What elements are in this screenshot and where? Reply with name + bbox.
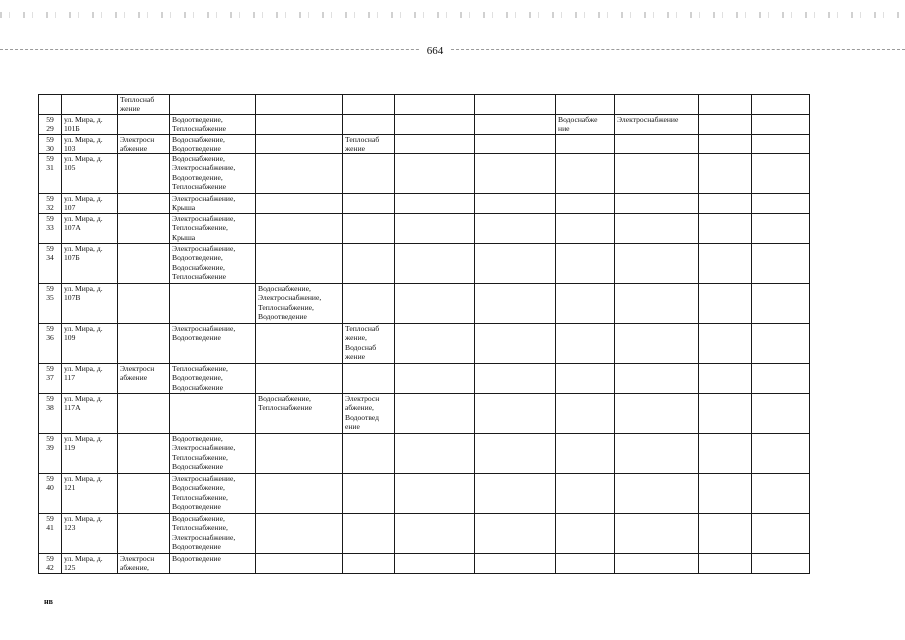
cell-col-5 — [343, 434, 395, 474]
cell-col-9 — [615, 474, 699, 514]
cell-col-11 — [752, 154, 810, 194]
cell-col-3: Электроснабжение, Крыша — [170, 194, 256, 214]
cell-col-4 — [256, 115, 343, 135]
cell-col-10 — [699, 134, 752, 154]
cell-col-10 — [699, 324, 752, 364]
cell-col-9 — [615, 514, 699, 554]
cell-col-2: Теплоснаб жение — [118, 95, 170, 115]
cell-row-number: 59 32 — [39, 194, 62, 214]
table-row — [39, 284, 810, 324]
cell-col-11 — [752, 284, 810, 324]
cell-col-2 — [118, 244, 170, 284]
cell-col-3: Водоснабжение, Электроснабжение, Водоотведение, Теплоснабжение — [170, 154, 256, 194]
cell-address: ул. Мира, д. 107А — [62, 214, 118, 244]
cell-col-2: Электросн абжение — [118, 134, 170, 154]
cell-col-10 — [699, 474, 752, 514]
cell-col-11 — [752, 514, 810, 554]
cell-col-5 — [343, 514, 395, 554]
cell-col-7 — [475, 95, 556, 115]
cell-col-4 — [256, 154, 343, 194]
cell-col-6 — [395, 324, 475, 364]
scan-artifact-top — [0, 12, 905, 18]
cell-col-8 — [556, 554, 615, 574]
cell-col-4 — [256, 214, 343, 244]
cell-row-number: 59 36 — [39, 324, 62, 364]
cell-col-8 — [556, 324, 615, 364]
cell-col-6 — [395, 214, 475, 244]
cell-col-4 — [256, 324, 343, 364]
cell-row-number: 59 40 — [39, 474, 62, 514]
table-row — [39, 115, 810, 135]
cell-col-10 — [699, 434, 752, 474]
cell-col-7 — [475, 115, 556, 135]
cell-row-number: 59 42 — [39, 554, 62, 574]
table-row — [39, 434, 810, 474]
cell-col-3: Водоснабжение, Теплоснабжение, Электроснабжение, Водоотведение — [170, 514, 256, 554]
cell-col-7 — [475, 364, 556, 394]
cell-col-2 — [118, 324, 170, 364]
cell-col-8 — [556, 474, 615, 514]
cell-col-11 — [752, 194, 810, 214]
cell-col-7 — [475, 394, 556, 434]
cell-row-number: 59 30 — [39, 134, 62, 154]
cell-col-5 — [343, 244, 395, 284]
cell-col-3: Водоотведение — [170, 554, 256, 574]
cell-col-8 — [556, 514, 615, 554]
cell-col-4 — [256, 244, 343, 284]
cell-col-8: Водоснабже ние — [556, 115, 615, 135]
cell-col-8 — [556, 434, 615, 474]
cell-col-8 — [556, 194, 615, 214]
cell-address: ул. Мира, д. 103 — [62, 134, 118, 154]
cell-row-number: 59 31 — [39, 154, 62, 194]
cell-col-4 — [256, 434, 343, 474]
cell-col-8 — [556, 284, 615, 324]
cell-row-number: 59 41 — [39, 514, 62, 554]
cell-col-5 — [343, 214, 395, 244]
cell-col-4 — [256, 134, 343, 154]
cell-col-5 — [343, 194, 395, 214]
cell-col-11 — [752, 244, 810, 284]
cell-address: ул. Мира, д. 123 — [62, 514, 118, 554]
cell-col-8 — [556, 214, 615, 244]
cell-col-3: Водоотведение, Электроснабжение, Теплоснабжение, Водоснабжение — [170, 434, 256, 474]
cell-row-number: 59 29 — [39, 115, 62, 135]
table-row — [39, 474, 810, 514]
cell-col-7 — [475, 194, 556, 214]
cell-col-9 — [615, 154, 699, 194]
cell-col-7 — [475, 474, 556, 514]
cell-col-9 — [615, 434, 699, 474]
cell-address: ул. Мира, д. 117А — [62, 394, 118, 434]
cell-address: ул. Мира, д. 109 — [62, 324, 118, 364]
cell-col-8 — [556, 134, 615, 154]
cell-col-10 — [699, 194, 752, 214]
cell-col-9 — [615, 394, 699, 434]
cell-col-8 — [556, 364, 615, 394]
cell-col-5 — [343, 95, 395, 115]
cell-col-6 — [395, 554, 475, 574]
cell-col-3: Электроснабжение, Водоснабжение, Теплоснабжение, Водоотведение — [170, 474, 256, 514]
cell-col-5 — [343, 115, 395, 135]
cell-col-9 — [615, 214, 699, 244]
cell-col-2 — [118, 115, 170, 135]
cell-col-11 — [752, 364, 810, 394]
cell-col-5: Теплоснаб жение — [343, 134, 395, 154]
cell-col-9 — [615, 134, 699, 154]
cell-col-6 — [395, 134, 475, 154]
cell-col-3: Электроснабжение, Водоотведение — [170, 324, 256, 364]
cell-col-11 — [752, 115, 810, 135]
cell-col-2 — [118, 434, 170, 474]
cell-col-6 — [395, 474, 475, 514]
cell-col-8 — [556, 394, 615, 434]
cell-col-2 — [118, 474, 170, 514]
table-row — [39, 214, 810, 244]
table-row — [39, 95, 810, 115]
table-row — [39, 364, 810, 394]
cell-col-5 — [343, 364, 395, 394]
cell-col-8 — [556, 154, 615, 194]
cell-col-5 — [343, 474, 395, 514]
cell-address: ул. Мира, д. 119 — [62, 434, 118, 474]
cell-col-9: Электроснабжение — [615, 115, 699, 135]
table-row — [39, 154, 810, 194]
cell-address: ул. Мира, д. 105 — [62, 154, 118, 194]
cell-col-10 — [699, 554, 752, 574]
cell-col-2 — [118, 394, 170, 434]
cell-row-number: 59 37 — [39, 364, 62, 394]
cell-col-7 — [475, 244, 556, 284]
cell-col-6 — [395, 434, 475, 474]
page-number: 664 — [420, 45, 450, 57]
cell-col-11 — [752, 324, 810, 364]
cell-col-8 — [556, 244, 615, 284]
cell-address: ул. Мира, д. 121 — [62, 474, 118, 514]
cell-col-2 — [118, 194, 170, 214]
cell-row-number — [39, 95, 62, 115]
cell-col-9 — [615, 554, 699, 574]
cell-col-7 — [475, 324, 556, 364]
cell-col-2 — [118, 154, 170, 194]
cell-address: ул. Мира, д. 107Б — [62, 244, 118, 284]
cell-col-4 — [256, 514, 343, 554]
cell-col-10 — [699, 214, 752, 244]
cell-col-10 — [699, 115, 752, 135]
cell-col-9 — [615, 95, 699, 115]
cell-col-6 — [395, 95, 475, 115]
cell-col-7 — [475, 514, 556, 554]
cell-col-4 — [256, 194, 343, 214]
table-row — [39, 244, 810, 284]
cell-col-9 — [615, 324, 699, 364]
cell-row-number: 59 38 — [39, 394, 62, 434]
work-table — [38, 94, 810, 574]
cell-col-3 — [170, 284, 256, 324]
cell-col-4: Водоснабжение, Теплоснабжение — [256, 394, 343, 434]
cell-col-11 — [752, 434, 810, 474]
cell-address: ул. Мира, д. 117 — [62, 364, 118, 394]
cell-col-10 — [699, 394, 752, 434]
cell-col-10 — [699, 364, 752, 394]
cell-col-11 — [752, 214, 810, 244]
cell-col-5 — [343, 154, 395, 194]
cell-col-3 — [170, 394, 256, 434]
cell-col-6 — [395, 154, 475, 194]
cell-address — [62, 95, 118, 115]
cell-address: ул. Мира, д. 107 — [62, 194, 118, 214]
cell-col-11 — [752, 134, 810, 154]
cell-col-9 — [615, 244, 699, 284]
cell-col-6 — [395, 394, 475, 434]
cell-col-7 — [475, 134, 556, 154]
cell-col-11 — [752, 554, 810, 574]
cell-col-3: Водоснабжение, Водоотведение — [170, 134, 256, 154]
cell-col-4 — [256, 554, 343, 574]
cell-col-4 — [256, 364, 343, 394]
cell-col-7 — [475, 154, 556, 194]
cell-col-6 — [395, 514, 475, 554]
table-row — [39, 194, 810, 214]
cell-col-11 — [752, 474, 810, 514]
cell-col-11 — [752, 394, 810, 434]
cell-col-5 — [343, 554, 395, 574]
cell-address: ул. Мира, д. 107В — [62, 284, 118, 324]
cell-col-9 — [615, 194, 699, 214]
cell-col-5: Электросн абжение, Водоотвед ение — [343, 394, 395, 434]
cell-col-3: Водоотведение, Теплоснабжение — [170, 115, 256, 135]
cell-col-6 — [395, 115, 475, 135]
footer-mark: нв — [44, 597, 53, 606]
cell-col-10 — [699, 514, 752, 554]
cell-col-6 — [395, 284, 475, 324]
cell-col-11 — [752, 95, 810, 115]
cell-col-4 — [256, 95, 343, 115]
cell-col-7 — [475, 554, 556, 574]
cell-col-9 — [615, 284, 699, 324]
cell-col-6 — [395, 194, 475, 214]
cell-col-3: Электроснабжение, Теплоснабжение, Крыша — [170, 214, 256, 244]
cell-col-10 — [699, 95, 752, 115]
cell-address: ул. Мира, д. 125 — [62, 554, 118, 574]
cell-col-10 — [699, 244, 752, 284]
cell-col-10 — [699, 284, 752, 324]
cell-address: ул. Мира, д. 101Б — [62, 115, 118, 135]
cell-col-2: Электросн абжение, — [118, 554, 170, 574]
cell-col-4 — [256, 474, 343, 514]
table-row — [39, 514, 810, 554]
cell-row-number: 59 33 — [39, 214, 62, 244]
cell-col-3: Электроснабжение, Водоотведение, Водоснабжение, Теплоснабжение — [170, 244, 256, 284]
cell-col-2 — [118, 514, 170, 554]
table-row — [39, 554, 810, 574]
cell-col-6 — [395, 244, 475, 284]
cell-col-8 — [556, 95, 615, 115]
cell-col-2 — [118, 284, 170, 324]
cell-col-10 — [699, 154, 752, 194]
cell-col-7 — [475, 434, 556, 474]
cell-row-number: 59 35 — [39, 284, 62, 324]
cell-col-9 — [615, 364, 699, 394]
cell-col-2: Электросн абжение — [118, 364, 170, 394]
table-row — [39, 394, 810, 434]
cell-col-6 — [395, 364, 475, 394]
cell-col-7 — [475, 214, 556, 244]
cell-col-3: Теплоснабжение, Водоотведение, Водоснабжение — [170, 364, 256, 394]
cell-col-2 — [118, 214, 170, 244]
cell-col-3 — [170, 95, 256, 115]
cell-col-7 — [475, 284, 556, 324]
cell-row-number: 59 39 — [39, 434, 62, 474]
cell-row-number: 59 34 — [39, 244, 62, 284]
cell-col-5 — [343, 284, 395, 324]
table-row — [39, 324, 810, 364]
cell-col-5: Теплоснаб жение, Водоснаб жение — [343, 324, 395, 364]
table-row — [39, 134, 810, 154]
header-rule — [0, 49, 905, 50]
cell-col-4: Водоснабжение, Электроснабжение, Теплоснабжение, Водоотведение — [256, 284, 343, 324]
